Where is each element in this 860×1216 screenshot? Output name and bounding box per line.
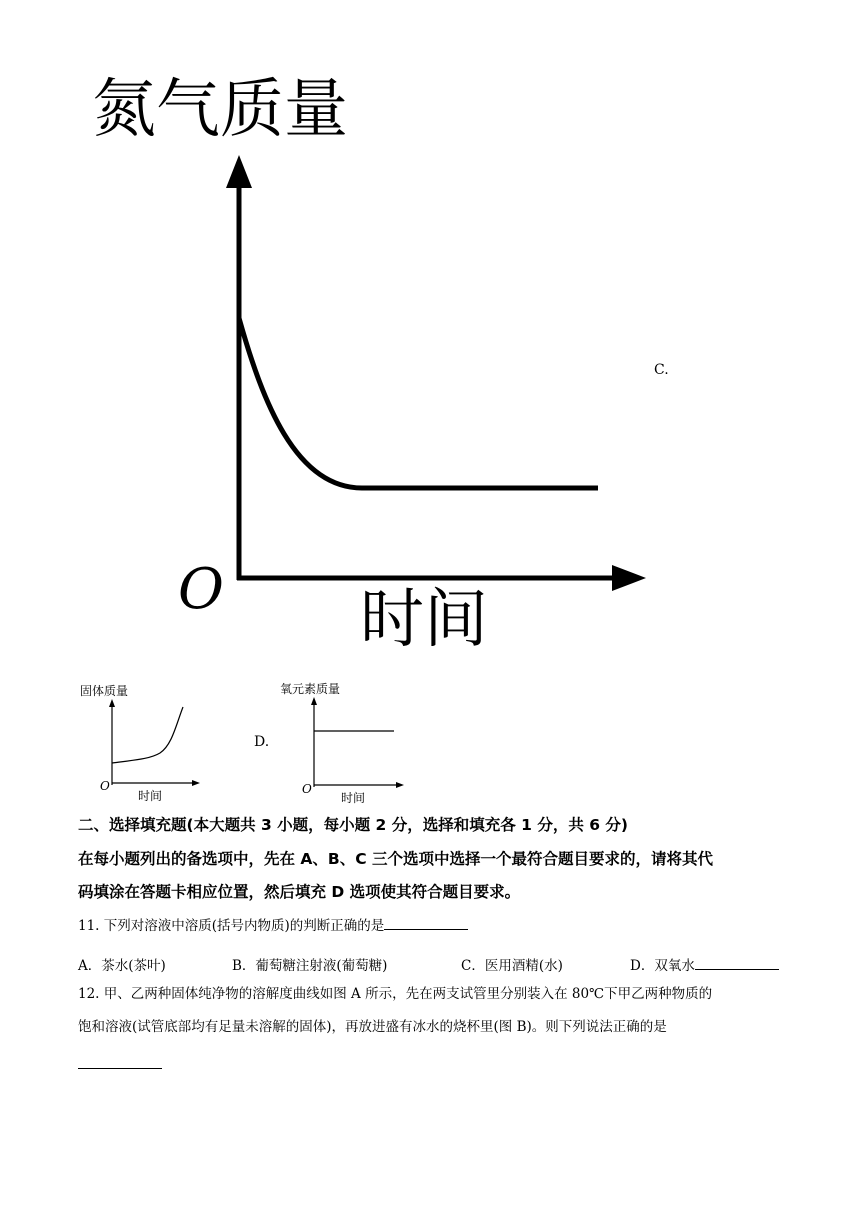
q12-answer-blank[interactable] [78, 1068, 162, 1069]
section-heading: 二、选择填充题(本大题共 3 小题，每小题 2 分，选择和填充各 1 分，共 6 分) [78, 816, 628, 834]
section-instruction-line1: 在每小题列出的备选项中，先在 A、B、C 三个选项中选择一个最符合题目要求的，请将其代 [78, 850, 713, 868]
graph-c-origin: O [178, 557, 224, 622]
q11-answer-blank[interactable] [384, 928, 468, 930]
q12-line2: 饱和溶液(试管底部均有足量未溶解的固体)，再放进盛有冰水的烧杯里(图 B)。则下列说法正确的是 [78, 1019, 667, 1035]
q11-option-a: A．茶水(茶叶) [78, 958, 166, 974]
q11-stem-row [78, 920, 468, 934]
q11-stem: 11. 下列对溶液中溶质(括号内物质)的判断正确的是 [78, 918, 385, 934]
section-instruction-line2: 码填涂在答题卡相应位置，然后填充 D 选项使其符合题目要求。 [78, 883, 521, 901]
graph-c-xlabel: 时间 [360, 583, 488, 657]
graph-small-right-xlabel: 时间 [341, 791, 366, 805]
graph-c-ylabel: 氮气质量 [92, 73, 348, 147]
option-c-label: C. [654, 362, 669, 378]
graph-small-left-xlabel: 时间 [138, 789, 163, 803]
q11-option-d-blank[interactable] [695, 968, 779, 970]
graph-small-left-origin: O [100, 779, 110, 793]
q11-option-b: B．葡萄糖注射液(葡萄糖) [232, 958, 388, 974]
q12-line1: 12. 甲、乙两种固体纯净物的溶解度曲线如图 A 所示，先在两支试管里分别装入在 80℃下甲乙两种物质的 [78, 986, 713, 1002]
graph-c-curve [239, 318, 598, 488]
graph-c-y-arrow [226, 155, 252, 188]
graph-c-x-arrow [612, 565, 646, 591]
graph-small-right-svg [300, 693, 412, 793]
graph-small-left-ylabel: 固体质量 [80, 684, 129, 698]
graph-small-right-origin: O [302, 782, 312, 796]
option-d-label: D. [254, 734, 270, 750]
graph-small-right-ylabel: 氧元素质量 [280, 682, 341, 696]
q11-option-c: C．医用酒精(水) [461, 958, 563, 974]
q11-option-d: D．双氧水 [630, 958, 695, 974]
q11-option-d-row [630, 954, 779, 974]
